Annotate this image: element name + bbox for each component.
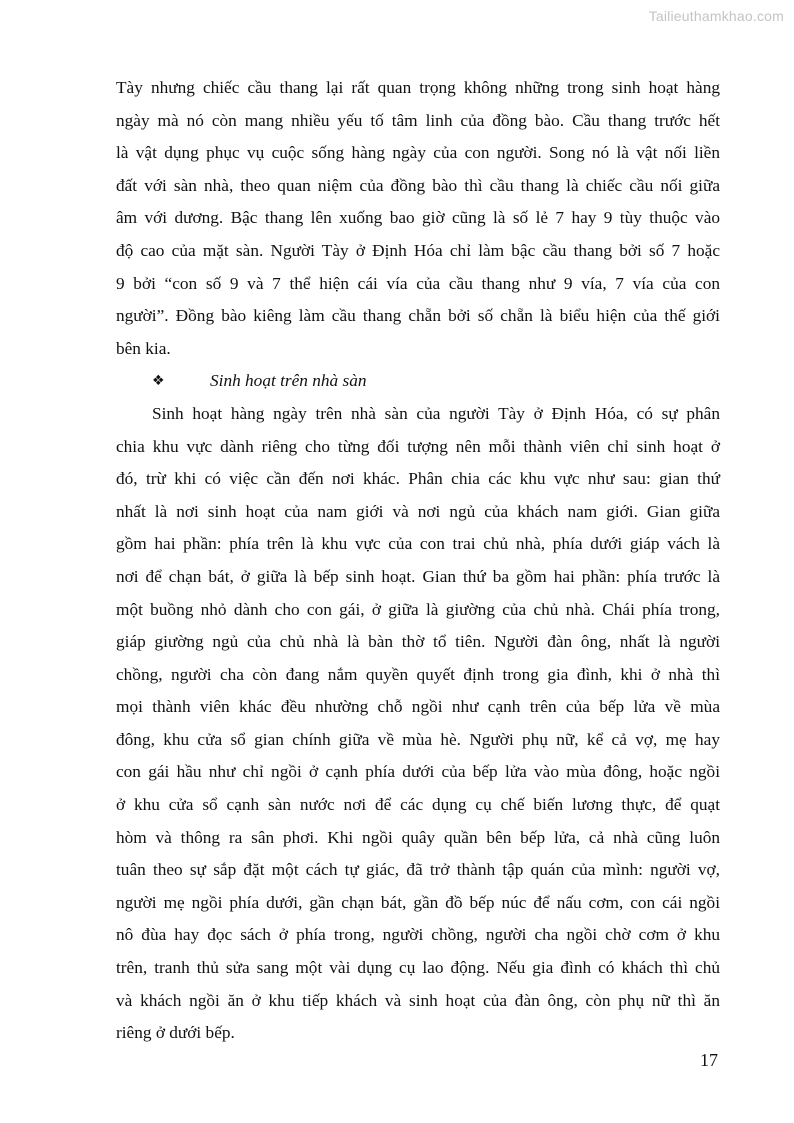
page-number: 17 [700, 1050, 718, 1070]
text-line: và khách ngồi ăn ở khu tiếp khách và sinh hoạt của đàn ông, còn phụ nữ thì ăn [116, 990, 720, 1010]
text-line: đất với sàn nhà, theo quan niệm của đồng bào thì cầu thang là chiếc cầu nối giữa [116, 175, 720, 195]
text-line: ngày mà nó còn mang nhiều yếu tố tâm linh của đồng bào. Cầu thang trước hết [116, 110, 720, 130]
text-line: người mẹ ngồi phía dưới, gần chạn bát, gần đồ bếp núc để nấu cơm, con cái ngồi [116, 892, 720, 912]
text-line: giáp giường ngủ của chủ nhà là bàn thờ tổ tiên. Người đàn ông, nhất là người [116, 632, 720, 652]
text-line: bên kia. [116, 338, 171, 358]
text-line: độ cao của mặt sàn. Người Tày ở Định Hóa chỉ làm bậc cầu thang bởi số 7 hoặc [116, 240, 720, 260]
watermark: Tailieuthamkhao.com [648, 8, 784, 24]
text-line: đó, trừ khi có việc cần đến nơi khác. Phân chia các khu vực như sau: gian thứ [116, 469, 720, 489]
text-line: Tày nhưng chiếc cầu thang lại rất quan trọng không những trong sinh hoạt hàng [116, 78, 720, 97]
text-line: nô đùa hay đọc sách ở phía trong, người chồng, người cha ngồi chờ cơm ở khu [116, 925, 720, 945]
section-heading [116, 365, 720, 398]
text-line: con gái hầu như chỉ ngồi ở cạnh phía dưới của bếp lửa vào mùa đông, hoặc ngồi [116, 762, 720, 782]
paragraph [116, 72, 720, 365]
text-line: đông, khu cửa sổ gian chính giữa về mùa hè. Người phụ nữ, kể cả vợ, mẹ hay [116, 729, 720, 749]
text-line: hòm và thông ra sân phơi. Khi ngồi quây quần bên bếp lửa, cả nhà cũng luôn [116, 827, 720, 847]
section-heading-text: Sinh hoạt trên nhà sàn [210, 371, 367, 391]
diamond-bullet-icon: ❖ [152, 373, 165, 390]
text-line: Sinh hoạt hàng ngày trên nhà sàn của người Tày ở Định Hóa, có sự phân [152, 403, 720, 423]
text-line: riêng ở dưới bếp. [116, 1023, 235, 1043]
text-line: âm với dương. Bậc thang lên xuống bao giờ cũng là số lẻ 7 hay 9 tùy thuộc vào [116, 208, 720, 228]
text-line: ở khu cửa sổ cạnh sàn nước nơi để các dụng cụ chế biến lương thực, để quạt [116, 795, 720, 815]
text-line: là vật dụng phục vụ cuộc sống hàng ngày của con người. Song nó là vật nối liền [116, 143, 720, 163]
text-line: tuân theo sự sắp đặt một cách tự giác, đã trở thành tập quán của mình: người vợ, [116, 860, 720, 880]
text-line: trên, tranh thủ sửa sang một vài dụng cụ lao động. Nếu gia đình có khách thì chủ [116, 958, 720, 978]
text-line: gồm hai phần: phía trên là khu vực của con trai chủ nhà, phía dưới giáp vách là [116, 534, 720, 554]
text-line: một buồng nhỏ dành cho con gái, ở giữa là giường của chủ nhà. Chái phía trong, [116, 599, 720, 619]
page-body [116, 72, 720, 1050]
text-line: chồng, người cha còn đang nắm quyền quyết định trong gia đình, khi ở nhà thì [116, 664, 720, 684]
text-line: nơi để chạn bát, ở giữa là bếp sinh hoạt. Gian thứ ba gồm hai phần: phía trước là [116, 566, 720, 586]
text-line: người”. Đồng bào kiêng làm cầu thang chẵn bởi số chẵn là biểu hiện của thế giới [116, 306, 720, 326]
text-line: nhất là nơi sinh hoạt của nam giới và nơi ngủ của khách nam giới. Gian giữa [116, 501, 720, 521]
text-line: 9 bởi “con số 9 và 7 thể hiện cái vía của cầu thang như 9 vía, 7 vía của con [116, 273, 720, 293]
paragraph [116, 398, 720, 1050]
text-line: mọi thành viên khác đều nhường chỗ ngồi như cạnh trên của bếp lửa về mùa [116, 697, 720, 717]
text-line: chia khu vực dành riêng cho từng đối tượng nên mỗi thành viên chỉ sinh hoạt ở [116, 436, 720, 456]
